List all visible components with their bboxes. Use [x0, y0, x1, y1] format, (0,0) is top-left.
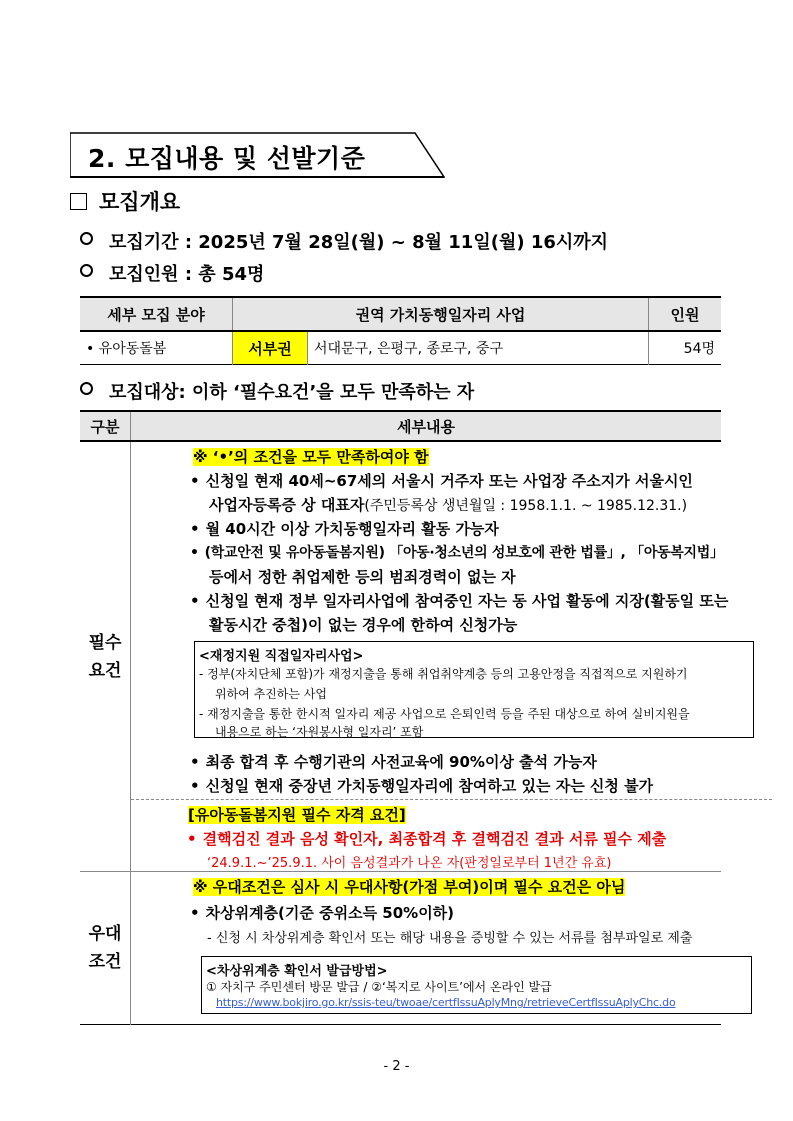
- count-text: 모집인원 : 총 54명: [109, 264, 265, 285]
- circle-bullet-icon: [80, 264, 93, 277]
- low-income-note: [201, 956, 752, 1014]
- preferred-label: [80, 872, 131, 1025]
- period-line: [80, 228, 608, 254]
- pref-bullet-1: 차상위계층(기준 중위소득 50%이하): [205, 904, 455, 922]
- req-bullet-4b: 활동시간 중첩)이 없는 경우에 한하여 신청가능: [209, 616, 518, 634]
- pref-bullet-1-sub: - 신청 시 차상위계층 확인서 또는 해당 내용을 증빙할 수 있는 서류를 첨부파일로 제출: [207, 931, 693, 946]
- pref-note-title: <차상위계층 확인서 발급방법>: [206, 964, 388, 979]
- required-row: [80, 441, 721, 872]
- bokjiro-link[interactable]: https://www.bokjiro.go.kr/ssis-teu/twoae/certfIssuAplyMng/retrieveCertfIssuAplyChc.do: [216, 996, 676, 1009]
- circle-bullet-icon: [80, 232, 93, 245]
- req-bullet-1a: 신청일 현재 40세~67세의 서울시 거주자 또는 사업장 주소지가 서울시인: [205, 472, 693, 490]
- page-number: - 2 -: [383, 1059, 410, 1074]
- row-count: 54명: [649, 331, 722, 365]
- required-notice: ※ ‘•’의 조건을 모두 만족하여야 함: [193, 448, 429, 466]
- period-text: 모집기간 : 2025년 7월 28일(월) ~ 8월 11일(월) 16시까지: [109, 232, 609, 253]
- preferred-label-1: 우대: [88, 924, 122, 944]
- gov-note-line-1: - 정부(자치단체 포함)가 재정지출을 통해 취업취약계층 등의 고용안정을 직접적으로 지원하기: [199, 667, 688, 681]
- gov-note-title: <재정지원 직접일자리사업>: [199, 649, 364, 664]
- gov-note-line-4: 내용으로 하는 ‘자원봉사형 일자리’ 포함: [215, 725, 424, 739]
- preferred-row: [80, 872, 721, 1025]
- count-line: [80, 260, 264, 286]
- header-field: 세부 모집 분야: [80, 297, 233, 331]
- target-text: 모집대상: 이하 ‘필수요건’을 모두 만족하는 자: [109, 382, 475, 403]
- required-label-2: 요건: [88, 660, 122, 681]
- row-region: 서부권: [233, 331, 308, 365]
- gov-job-note: [194, 641, 754, 738]
- care-bullet: 결핵검진 결과 음성 확인자, 최종합격 후 결핵검진 결과 서류 필수 제출: [202, 830, 667, 848]
- req-bullet-5: 최종 합격 후 수행기관의 사전교육에 90%이상 출석 가능자: [205, 753, 597, 771]
- requirements-header: [80, 411, 721, 441]
- row-districts: 서대문구, 은평구, 종로구, 중구: [314, 341, 503, 357]
- divider: [131, 799, 772, 800]
- req-bullet-6: 신청일 현재 중장년 가치동행일자리에 참여하고 있는 자는 신청 불가: [205, 777, 654, 795]
- gov-note-line-3: - 재정지출을 통한 한시적 일자리 제공 사업으로 은퇴인력 등을 주된 대상으로 하여 실비지원을: [199, 707, 690, 721]
- req-bullet-1c: (주민등록상 생년월일 : 1958.1.1. ~ 1985.12.31.): [364, 498, 688, 514]
- required-detail: ※ ‘•’의 조건을 모두 만족하여야 함 • 신청일 현재 40세~67세의 서울시 거주자 또는 사업장 주소지가 서울시인 사업자등록증 상 대표자(주민등록상 생년월일 : 1958.1.1. ~ 1985.12.31.) • 월 40시간 이상 가치동행일자리 활동 가능자 • (학교안전 및 유아동돌봄지원) 「아동·청소년의 성보호에 관한 법률」, 「아동복지법」 등에서 정한 취업제한 등의 범죄경력이 없는 자 • 신청일 현재 정부 일자리사업에 참여중인 자는 동 사업 활동에 지장(활동일 또는 활동시간 중첩)이 없는 경우에 한하여 신청가능 <재정지원 직접일자리사업> - 정부(자치단체 포함)가 재정지출을 통해 취업취약계층 등의 고용안정을 직접적으로 지원하기 위하여 추진하는 사업 - 재정지출을 통한 한시적 일자리 제공 사업으로 은퇴인력 등을 주된 대상으로 하여 실비지원을 내용으로 하는 ‘자원봉사형 일자리’ 포함 • 최종 합격 후 수행기관의 사전교육에 90%이상 출석 가능자 • 신청일 현재 중장년 가치동행일자리에 참여하고 있는 자는 신청 불가 [유아동돌봄지원 필수 자격 요건] • 결핵검진 결과 음성 확인자, 최종합격 후 결핵검진 결과 서류 필수 제출 ‘24.9.1.~’25.9.1. 사이 음성결과가 나온 자(판정일로부터 1년간 유효): [131, 441, 722, 872]
- preferred-detail: ※ 우대조건은 심사 시 우대사항(가점 부여)이며 필수 요건은 아님 • 차상위계층(기준 중위소득 50%이하) - 신청 시 차상위계층 확인서 또는 해당 내용을 증빙할 수 있는 서류를 첨부파일로 제출 <차상위계층 확인서 발급방법> ① 자치구 주민센터 방문 발급 / ②‘복지로 사이트’에서 온라인 발급 https://www.bokjiro.go.kr/ssis-teu/twoae/certfIssuAplyMng/retrieveCertfIssuAplyChc.do: [131, 872, 722, 1025]
- header-count: 인원: [649, 297, 722, 331]
- req-bullet-3a: (학교안전 및 유아동돌봄지원) 「아동·청소년의 성보호에 관한 법률」, 「아동복지법」: [204, 545, 724, 561]
- overview-heading-text: 모집개요: [99, 190, 181, 214]
- square-icon: [70, 193, 87, 210]
- header-category: 구분: [80, 411, 131, 441]
- field-table: [80, 296, 721, 365]
- section-banner: [70, 132, 445, 178]
- header-region: 권역 가치동행일자리 사업: [233, 297, 649, 331]
- preferred-label-2: 조건: [88, 952, 122, 972]
- gov-note-line-2: 위하여 추진하는 사업: [215, 687, 327, 701]
- care-title: [유아동돌봄지원 필수 자격 요건]: [188, 806, 406, 824]
- header-detail: 세부내용: [131, 411, 722, 441]
- table-row: [80, 331, 721, 365]
- overview-heading: [70, 186, 180, 216]
- req-bullet-4a: 신청일 현재 정부 일자리사업에 참여중인 자는 동 사업 활동에 지장(활동일 또는: [205, 592, 729, 610]
- row-field: • 유아동돌봄: [86, 341, 167, 357]
- circle-bullet-icon: [80, 382, 93, 395]
- section-title: 2. 모집내용 및 선발기준: [88, 144, 366, 173]
- req-bullet-1b: 사업자등록증 상 대표자: [209, 496, 365, 514]
- pref-note-line: ① 자치구 주민센터 방문 발급 / ②‘복지로 사이트’에서 온라인 발급: [206, 980, 552, 994]
- care-sub: ‘24.9.1.~’25.9.1. 사이 음성결과가 나온 자(판정일로부터 1년간 유효): [207, 856, 612, 871]
- requirements-table: [80, 410, 729, 1025]
- preferred-notice: ※ 우대조건은 심사 시 우대사항(가점 부여)이며 필수 요건은 아님: [193, 878, 626, 896]
- req-bullet-3b: 등에서 정한 취업제한 등의 범죄경력이 없는 자: [209, 568, 516, 586]
- field-table-header: [80, 297, 721, 331]
- required-label-1: 필수: [88, 632, 122, 653]
- target-line: [80, 378, 474, 404]
- req-bullet-2: 월 40시간 이상 가치동행일자리 활동 가능자: [205, 520, 499, 538]
- required-label: [80, 441, 131, 872]
